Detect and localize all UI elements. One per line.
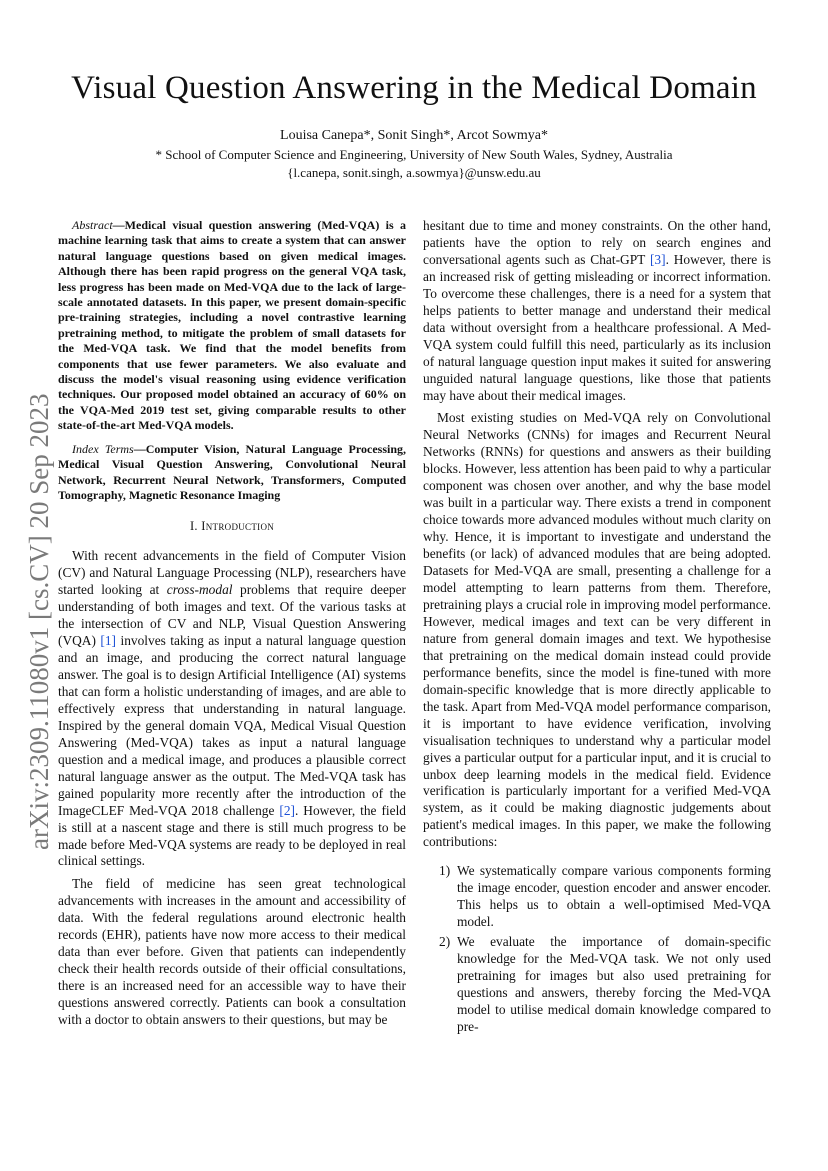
list-item xyxy=(423,863,771,931)
abstract xyxy=(58,218,406,434)
list-number: 1) xyxy=(439,863,451,879)
index-terms xyxy=(58,442,406,504)
intro-paragraph-4: Most existing studies on Med-VQA rely on Convolutional Neural Networks (CNNs) for images and Recurrent Neural Networks (RNNs) for questions and answers as their building blocks. However, less attention has been paid to why a particular component was chosen over another, and why the base model was built in a particular way. There exists a trend in component choice towards more advanced modules without much clarity on why. Hence, it is important to investigate and understand the benefits (or lack) of advanced modules that are being adopted. Datasets for Med-VQA are small, presenting a challenge for a model attempting to learn patterns from them. Therefore, pretraining plays a crucial role in improving model performance. However, medical images and text can be very different in nature from general domain images and text. We hypothesise that pretraining on the medical domain instead could provide performance benefits, since the model is fine-tuned with more domain-specific knowledge that is more directly applicable to the task. Apart from Med-VQA model performance comparison, it is important to have evidence verification, involving visualisation techniques to understand why a particular model gives a particular output for a particular input, and it is crucial to unbox deep learning models in the medical field. Evidence verification is particularly important for a verified Med-VQA system, as it could be making diagnostic judgements about patient's medical images. In this paper, we make the following contributions: xyxy=(423,410,771,850)
list-item xyxy=(423,934,771,1036)
list-item-text: We systematically compare various components forming the image encoder, question encoder and answer encoder. This helps us to obtain a well-optimised Med-VQA model. xyxy=(457,863,771,930)
arxiv-stamp: arXiv:2309.11080v1 [cs.CV] 20 Sep 2023 xyxy=(24,393,54,850)
author-emails: {l.canepa, sonit.singh, a.sowmya}@unsw.edu.au xyxy=(287,165,541,180)
right-column xyxy=(423,218,771,1039)
text-run: . However, there is an increased risk of getting misleading or incorrect information. To overcome these challenges, there is a need for a system that helps patients to better manage and understand their medical data without oversight from a healthcare professional. A Med-VQA system could fulfill this need, particularly as its inclusion of natural language question input makes it suited for answering unguided natural language questions, like those that patients may have about their medical images. xyxy=(423,251,771,403)
section-heading xyxy=(58,519,406,534)
emphasis-text: cross-modal xyxy=(166,582,233,598)
abstract-text: —Medical visual question answering (Med-VQA) is a machine learning task that aims to create a system that can answer natural language questions based on given medical images. Although there has been rapid progress on the general VQA task, less progress has been made on Med-VQA due to the lack of large-scale annotated datasets. In this paper, we present domain-specific pre-training strategies, including a novel contrastive learning pretraining method, to mitigate the problem of small datasets for the Med-VQA task. We find that the model benefits from components that use fewer parameters. We also evaluate and discuss the model's visual reasoning using evidence verification techniques. Our proposed model obtained an accuracy of 60% on the VQA-Med 2019 test set, giving comparable results to other state-of-the-art Med-VQA models. xyxy=(58,218,406,433)
intro-paragraph-3 xyxy=(423,218,771,404)
intro-paragraph-1 xyxy=(58,548,406,870)
affiliation: * School of Computer Science and Engineering, University of New South Wales, Sydney, Australia xyxy=(155,147,673,162)
index-terms-label: Index Terms xyxy=(72,441,134,456)
text-run: involves taking as input a natural language question and an image, and producing the correct natural language answer. The goal is to design Artificial Intelligence (AI) systems that can form a holistic understanding of images, and are able to effectively express that understanding in natural language. Inspired by the general domain VQA, Medical Visual Question Answering (Med-VQA) takes as input a natural language question and a medical image, and produces a plausible correct natural language answer as the output. The Med-VQA task has gained popularity more recently after the introduction of the ImageCLEF Med-VQA 2018 challenge xyxy=(58,633,407,818)
intro-paragraph-2: The field of medicine has seen great technological advancements with increases in the amount and accessibility of data. With the federal regulations around electronic health records (EHR), patients have now more access to their medical data than ever before. Given that patients can independently check their health records outside of their official consultations, there is an increased need for an accessible way to have their questions answered correctly. Patients can book a consultation with a doctor to obtain answers to their questions, but may be xyxy=(58,876,406,1028)
citation-link[interactable]: [3] xyxy=(649,251,666,267)
citation-link[interactable]: [1] xyxy=(100,633,117,649)
section-number: I. xyxy=(189,519,198,534)
text-run: With recent advancements in the field of Computer Vision (CV) and Natural Language Processing (NLP), researchers have started looking at xyxy=(58,548,406,598)
abstract-label: Abstract xyxy=(72,218,113,232)
text-run: . However, the field is still at a nascent stage and there is still much progress to be made before Med-VQA systems are ready to be deployed in real clinical settings. xyxy=(58,802,406,869)
paper-title: Visual Question Answering in the Medical Domain xyxy=(71,70,757,106)
text-run: hesitant due to time and money constraints. On the other hand, patients have the option to rely on search engines and conversational agents such as Chat-GPT xyxy=(423,218,771,267)
left-column xyxy=(58,218,406,1029)
citation-link[interactable]: [2] xyxy=(279,802,295,818)
list-number: 2) xyxy=(439,934,451,950)
index-terms-text: —Computer Vision, Natural Language Processing, Medical Visual Question Answering, Convolutional Neural Network, Recurrent Neural Network, Transformers, Computed Tomography, Magnetic Resonance Imaging xyxy=(58,441,406,502)
section-title: Introduction xyxy=(201,519,275,534)
author-list: Louisa Canepa*, Sonit Singh*, Arcot Sowmya* xyxy=(280,128,548,143)
list-item-text: We evaluate the importance of domain-specific knowledge for the Med-VQA task. We not only used pretraining for images but also used pretraining for questions and answers, thereby forcing the Med-VQA model to utilise medical domain knowledge compared to pre- xyxy=(457,934,771,1034)
contribution-list xyxy=(423,863,771,1036)
text-run: problems that require deeper understanding of both images and text. Of the various tasks at the intersection of CV and NLP, Visual Question Answering (VQA) xyxy=(58,582,407,649)
